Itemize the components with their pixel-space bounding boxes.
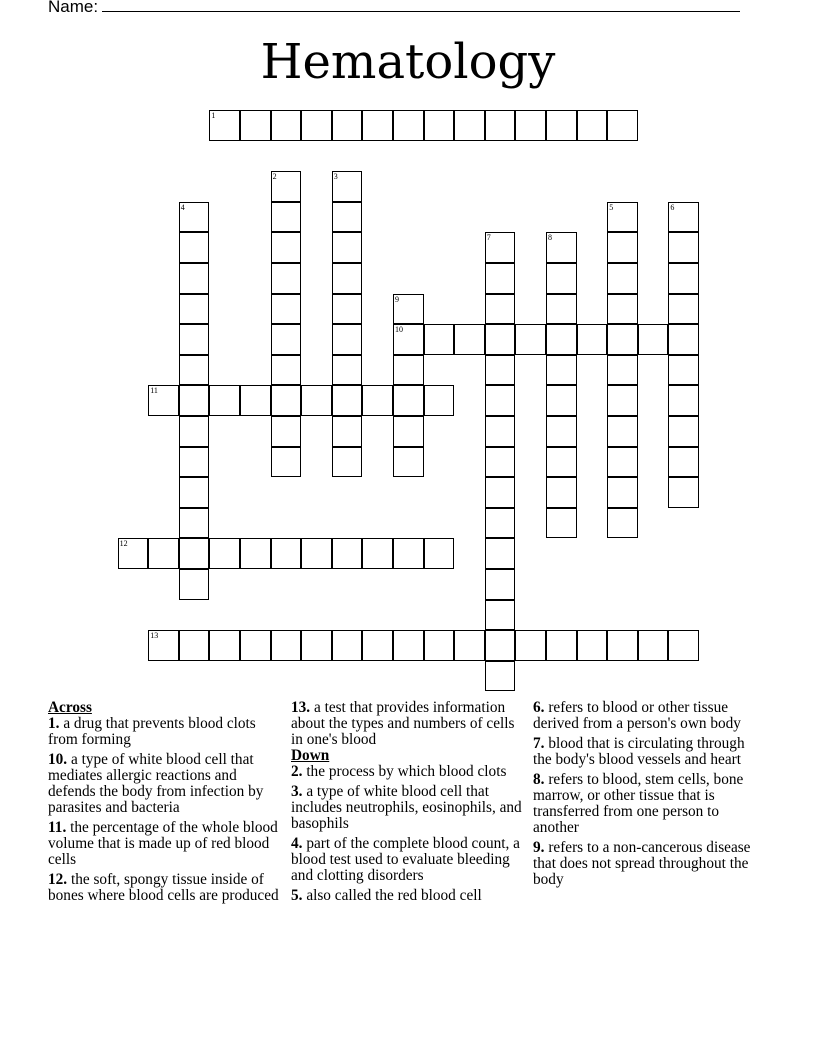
clues-column-1 <box>48 700 280 908</box>
crossword-cell[interactable] <box>179 324 210 355</box>
crossword-cell[interactable] <box>638 324 669 355</box>
crossword-cell[interactable] <box>271 263 302 294</box>
clue-number: 2 <box>272 172 277 182</box>
clue-number: 7 <box>486 233 491 243</box>
crossword-cell[interactable] <box>485 385 516 416</box>
crossword-cell[interactable] <box>485 538 516 569</box>
crossword-cell[interactable] <box>485 324 516 355</box>
clue-across-1: 1. a drug that prevents blood clots from forming <box>48 715 256 748</box>
crossword-cell[interactable] <box>179 232 210 263</box>
crossword-cell[interactable] <box>607 263 638 294</box>
crossword-cell[interactable] <box>546 447 577 478</box>
crossword-cell[interactable] <box>393 447 424 478</box>
crossword-cell[interactable] <box>179 263 210 294</box>
crossword-cell-9[interactable] <box>393 294 424 325</box>
crossword-cell[interactable] <box>271 232 302 263</box>
crossword-cell[interactable] <box>668 263 699 294</box>
crossword-cell[interactable] <box>607 294 638 325</box>
crossword-cell[interactable] <box>424 110 455 141</box>
crossword-cell[interactable] <box>515 630 546 661</box>
clue-down-2: 2. the process by which blood clots <box>291 763 507 780</box>
crossword-cell[interactable] <box>271 294 302 325</box>
crossword-cell[interactable] <box>485 294 516 325</box>
crossword-cell-6[interactable] <box>668 202 699 233</box>
crossword-cell[interactable] <box>607 508 638 539</box>
crossword-cell[interactable] <box>362 630 393 661</box>
crossword-cell[interactable] <box>607 355 638 386</box>
clue-number: 8 <box>548 233 552 243</box>
clue-down-9: 9. refers to a non-cancerous disease that does not spread throughout the body <box>533 839 751 888</box>
clue-down-8: 8. refers to blood, stem cells, bone marrow, or other tissue that is transferred from one person to another <box>533 771 744 836</box>
crossword-cell[interactable] <box>546 110 577 141</box>
crossword-cell[interactable] <box>332 110 363 141</box>
crossword-cell[interactable] <box>393 416 424 447</box>
clue-across-12: 12. the soft, spongy tissue inside of bones where blood cells are produced <box>48 871 279 904</box>
clue-number: 4 <box>180 202 185 212</box>
crossword-cell[interactable] <box>485 661 516 692</box>
clue-down-5: 5. also called the red blood cell <box>291 887 482 904</box>
crossword-cell[interactable] <box>332 538 363 569</box>
clue-number: 10 <box>395 325 403 335</box>
crossword-cell[interactable] <box>424 630 455 661</box>
crossword-cell[interactable] <box>546 385 577 416</box>
crossword-cell[interactable] <box>362 110 393 141</box>
crossword-cell[interactable] <box>393 630 424 661</box>
crossword-cell[interactable] <box>485 569 516 600</box>
crossword-cell[interactable] <box>362 538 393 569</box>
crossword-cell[interactable] <box>332 416 363 447</box>
crossword-cell[interactable] <box>515 110 546 141</box>
crossword-cell[interactable] <box>271 538 302 569</box>
crossword-cell[interactable] <box>332 232 363 263</box>
clue-across-11: 11. the percentage of the whole blood volume that is made up of red blood cells <box>48 819 278 868</box>
clues-column-2 <box>291 700 523 908</box>
crossword-cell-12[interactable] <box>118 538 149 569</box>
crossword-cell[interactable] <box>424 324 455 355</box>
crossword-cell[interactable] <box>454 630 485 661</box>
crossword-cell[interactable] <box>179 538 210 569</box>
crossword-cell[interactable] <box>179 416 210 447</box>
crossword-cell-8[interactable] <box>546 232 577 263</box>
crossword-cell[interactable] <box>271 355 302 386</box>
crossword-cell[interactable] <box>546 508 577 539</box>
crossword-cell[interactable] <box>607 110 638 141</box>
crossword-cell[interactable] <box>393 355 424 386</box>
crossword-cell-7[interactable] <box>485 232 516 263</box>
crossword-cell[interactable] <box>546 416 577 447</box>
crossword-cell[interactable] <box>271 447 302 478</box>
crossword-cell[interactable] <box>485 263 516 294</box>
crossword-cell[interactable] <box>454 324 485 355</box>
crossword-cell[interactable] <box>393 538 424 569</box>
crossword-cell[interactable] <box>668 630 699 661</box>
crossword-cell[interactable] <box>271 416 302 447</box>
crossword-cell[interactable] <box>209 538 240 569</box>
clue-number: 1 <box>211 111 216 120</box>
crossword-cell[interactable] <box>332 263 363 294</box>
crossword-cell[interactable] <box>607 630 638 661</box>
clue-number: 6 <box>670 202 675 212</box>
crossword-cell[interactable] <box>546 355 577 386</box>
crossword-cell[interactable] <box>209 630 240 661</box>
crossword-cell[interactable] <box>393 110 424 141</box>
clue-down-7: 7. blood that is circulating through the body's blood vessels and heart <box>533 735 745 768</box>
clue-across-13: 13. a test that provides information about the types and numbers of cells in one's blood <box>291 699 515 748</box>
crossword-cell[interactable] <box>271 385 302 416</box>
crossword-cell-3[interactable] <box>332 171 363 202</box>
crossword-cell-4[interactable] <box>179 202 210 233</box>
crossword-cell[interactable] <box>240 385 271 416</box>
crossword-cell-11[interactable] <box>148 385 179 416</box>
crossword-cell[interactable] <box>638 630 669 661</box>
clues-column-3 <box>533 700 765 892</box>
crossword-cell[interactable] <box>668 324 699 355</box>
crossword-cell[interactable] <box>577 324 608 355</box>
crossword-cell[interactable] <box>607 324 638 355</box>
crossword-cell[interactable] <box>332 385 363 416</box>
crossword-cell[interactable] <box>271 324 302 355</box>
crossword-cell[interactable] <box>607 232 638 263</box>
clue-number: 5 <box>609 202 614 212</box>
crossword-cell[interactable] <box>179 630 210 661</box>
crossword-cell[interactable] <box>546 324 577 355</box>
crossword-cell[interactable] <box>546 477 577 508</box>
crossword-cell[interactable] <box>515 324 546 355</box>
crossword-cell[interactable] <box>240 110 271 141</box>
crossword-cell[interactable] <box>179 355 210 386</box>
crossword-cell[interactable] <box>577 630 608 661</box>
clue-down-4: 4. part of the complete blood count, a blood test used to evaluate bleeding and clotting disorders <box>291 835 520 884</box>
crossword-cell[interactable] <box>607 477 638 508</box>
clue-number: 11 <box>150 386 158 396</box>
crossword-cell[interactable] <box>301 630 332 661</box>
crossword-cell[interactable] <box>271 630 302 661</box>
crossword-cell[interactable] <box>454 110 485 141</box>
clue-down-6: 6. refers to blood or other tissue derived from a person's own body <box>533 699 741 732</box>
crossword-cell[interactable] <box>424 385 455 416</box>
crossword-cell-13[interactable] <box>148 630 179 661</box>
crossword-cell[interactable] <box>332 355 363 386</box>
name-label: Name: <box>48 0 99 16</box>
crossword-cell[interactable] <box>179 447 210 478</box>
crossword-cell[interactable] <box>668 385 699 416</box>
crossword-cell[interactable] <box>301 385 332 416</box>
crossword-cell[interactable] <box>546 630 577 661</box>
crossword-cell-2[interactable] <box>271 171 302 202</box>
clue-across-10: 10. a type of white blood cell that mediates allergic reactions and defends the body from infection by parasites and bacteria <box>48 751 264 816</box>
crossword-cell[interactable] <box>485 630 516 661</box>
crossword-cell[interactable] <box>607 385 638 416</box>
crossword-cell[interactable] <box>332 294 363 325</box>
crossword-cell[interactable] <box>332 202 363 233</box>
crossword-cell-1[interactable] <box>209 110 240 141</box>
crossword-cell[interactable] <box>179 569 210 600</box>
crossword-cell[interactable] <box>577 110 608 141</box>
clue-number: 12 <box>119 539 128 549</box>
puzzle-title: Hematology <box>260 34 556 90</box>
crossword-cell[interactable] <box>332 447 363 478</box>
crossword-cell[interactable] <box>209 385 240 416</box>
crossword-cell[interactable] <box>301 538 332 569</box>
crossword-cell[interactable] <box>179 508 210 539</box>
crossword-cell-10[interactable] <box>393 324 424 355</box>
clue-number: 9 <box>395 294 399 304</box>
crossword-cell-5[interactable] <box>607 202 638 233</box>
crossword-cell[interactable] <box>240 538 271 569</box>
crossword-cell[interactable] <box>179 385 210 416</box>
crossword-cell[interactable] <box>485 477 516 508</box>
crossword-cell[interactable] <box>485 600 516 631</box>
crossword-cell[interactable] <box>424 538 455 569</box>
crossword-cell[interactable] <box>668 477 699 508</box>
crossword-cell[interactable] <box>607 416 638 447</box>
crossword-cell[interactable] <box>485 355 516 386</box>
crossword-cell[interactable] <box>179 294 210 325</box>
crossword-cell[interactable] <box>148 538 179 569</box>
clue-down-3: 3. a type of white blood cell that includes neutrophils, eosinophils, and basophils <box>291 783 522 832</box>
across-heading: Across <box>48 699 92 716</box>
crossword-cell[interactable] <box>332 324 363 355</box>
crossword-cell[interactable] <box>485 110 516 141</box>
crossword-cell[interactable] <box>179 477 210 508</box>
crossword-cell[interactable] <box>362 385 393 416</box>
crossword-cell[interactable] <box>668 294 699 325</box>
down-heading: Down <box>291 747 330 764</box>
crossword-cell[interactable] <box>393 385 424 416</box>
crossword-cell[interactable] <box>271 110 302 141</box>
crossword-cell[interactable] <box>485 508 516 539</box>
crossword-cell[interactable] <box>271 202 302 233</box>
crossword-cell[interactable] <box>485 447 516 478</box>
crossword-cell[interactable] <box>668 416 699 447</box>
crossword-cell[interactable] <box>332 630 363 661</box>
clue-number: 13 <box>150 631 159 641</box>
crossword-cell[interactable] <box>668 447 699 478</box>
crossword-cell[interactable] <box>301 110 332 141</box>
crossword-cell[interactable] <box>668 355 699 386</box>
crossword-cell[interactable] <box>546 294 577 325</box>
crossword-cell[interactable] <box>240 630 271 661</box>
clue-number: 3 <box>333 172 338 182</box>
crossword-cell[interactable] <box>485 416 516 447</box>
crossword-cell[interactable] <box>668 232 699 263</box>
crossword-cell[interactable] <box>546 263 577 294</box>
crossword-cell[interactable] <box>607 447 638 478</box>
